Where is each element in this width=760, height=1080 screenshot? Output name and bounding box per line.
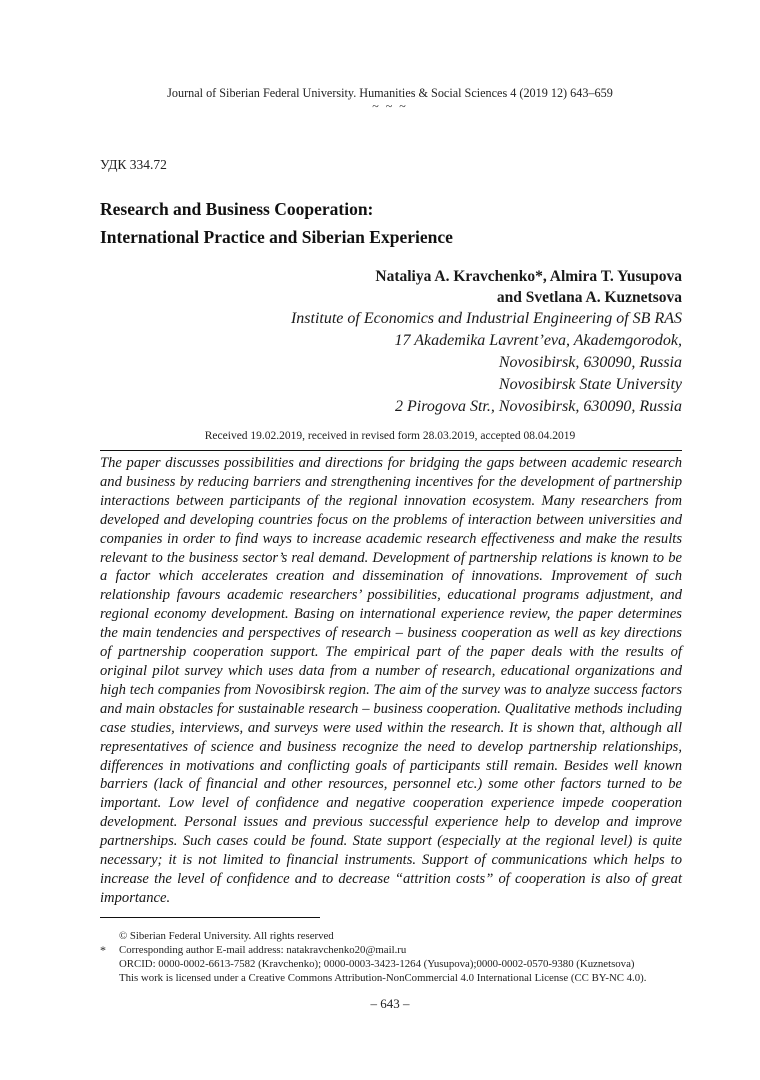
affiliation-line: Institute of Economics and Industrial Engineering of SB RAS	[290, 310, 682, 327]
corresponding-author-email: Corresponding author E-mail address: natakravchenko20@mail.ru	[119, 944, 407, 956]
footnote-star-marker: *	[100, 943, 106, 957]
affiliation-line: 17 Akademika Lavrent’eva, Akademgorodok,	[394, 332, 682, 349]
received-dates: Received 19.02.2019, received in revised form 28.03.2019, accepted 08.04.2019	[204, 430, 576, 442]
license-note: This work is licensed under a Creative Commons Attribution-NonCommercial 4.0 International License (CC BY-NC 4.0).	[119, 972, 647, 984]
author-list	[100, 266, 682, 308]
affiliation-line: Novosibirsk, 630090, Russia	[498, 354, 682, 371]
abstract-divider	[100, 450, 682, 451]
copyright-notice: © Siberian Federal University. All rights reserved	[119, 930, 334, 942]
footnotes	[100, 929, 682, 985]
header-separator: ~ ~ ~	[372, 99, 408, 113]
abstract-text: The paper discusses possibilities and directions for bridging the gaps between academic research and business by reducing barriers and strengthening incentives for the development of partnership interactions between participants of the regional innovation ecosystem. Many researchers from developed and developing countries focus on the problems of interaction between universities and companies in order to find ways to increase academic research effectiveness and make the results relevant to the business sector’s real demand. Development of partnership relations is known to be a factor which accelerates creation and dissemination of innovations. Improvement of such relationship favours academic researchers’ possibilities, educational programs adjustment, and regional economy development. Basing on international experience review, the paper determines the main tendencies and perspectives of research – business cooperation as well as key directions of partnership cooperation support. The empirical part of the paper deals with the results of original pilot survey which uses data from a number of research, educational organizations and high tech companies from Novosibirsk region. The aim of the survey was to analyze success factors and main obstacles for sustainable research – business cooperation. Qualitative methods including case studies, interviews, and surveys were used within the research. It is shown that, although all representatives of science and business recognize the need to develop partnership relationships, differences in motivations and conflicting goals of participants still remain. Besides well known barriers (lack of financial and other resources, personnel etc.) some other factors turned to be important. Low level of confidence and negative cooperation experience impede cooperation development. Personal issues and previous successful experience help to develop and improve partnerships. Such cases could be found. State support (especially at the regional level) is quite necessary; it is not limited to financial instruments. Support of communications which helps to increase the level of confidence and to decrease “attrition costs” of cooperation is also of great importance.	[100, 455, 682, 906]
author-line-1: Nataliya A. Kravchenko*, Almira T. Yusupova	[375, 268, 682, 285]
paper-title-line-2: International Practice and Siberian Experience	[100, 227, 453, 247]
paper-title	[100, 195, 680, 251]
page-number: – 643 –	[370, 996, 410, 1011]
footnote-divider	[100, 917, 320, 918]
corresponding-author-note	[100, 943, 682, 957]
journal-header: Journal of Siberian Federal University. Humanities & Social Sciences 4 (2019 12) 643–659	[167, 86, 613, 100]
orcid-note: ORCID: 0000-0002-6613-7582 (Kravchenko); 0000-0003-3423-1264 (Yusupova);0000-0002-0570-9380 (Kuznetsova)	[119, 958, 635, 970]
paper-title-line-1: Research and Business Cooperation:	[100, 199, 374, 219]
affiliation-line: 2 Pirogova Str., Novosibirsk, 630090, Russia	[395, 398, 682, 415]
affiliation-block	[100, 308, 682, 418]
affiliation-line: Novosibirsk State University	[498, 376, 682, 393]
author-line-2: and Svetlana A. Kuznetsova	[496, 289, 682, 306]
udk-code: УДК 334.72	[100, 157, 167, 172]
